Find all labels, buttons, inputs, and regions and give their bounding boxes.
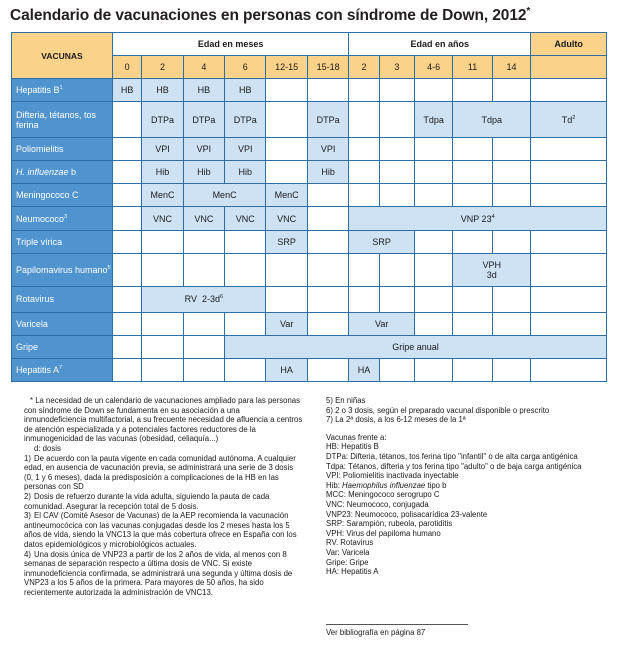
empty-cell <box>379 358 414 381</box>
empty-cell <box>142 335 183 358</box>
dose-cell: Tdpa <box>415 102 453 138</box>
empty-cell <box>349 161 379 184</box>
divider <box>326 624 468 625</box>
empty-cell <box>225 230 266 253</box>
legend-item: VNP23: Neumococo, polisacarídica 23-valente <box>326 509 488 519</box>
footnote-6: 6) 2 o 3 dosis, según el preparado vacunal disponible o prescrito <box>326 405 550 415</box>
empty-cell <box>415 358 453 381</box>
empty-cell <box>112 207 141 230</box>
empty-cell <box>379 253 414 287</box>
empty-cell <box>307 79 348 102</box>
legend-item: MCC: Meningococo serogrupo C <box>326 490 440 500</box>
footnote-1: 1) De acuerdo con la pauta vigente en cada comunidad autónoma. A cualquier edad, en ausencia de vacunación previa, se administrará una serie de 3 dosis (0, 1 y 6 meses), dada la predisposición a complicaciones de la HB en las personas con SD <box>24 453 296 492</box>
dose-cell: MenC <box>266 184 307 207</box>
adulto-header: Adulto <box>531 33 607 56</box>
empty-cell <box>415 312 453 335</box>
legend-item: VNC: Neumococo, conjugada <box>326 499 429 509</box>
legend-item: VPI: Poliomielitis inactivada inyectable <box>326 471 459 481</box>
row-label-meningococo-c: Meningococo C <box>12 184 113 207</box>
dose-cell: Var <box>266 312 307 335</box>
legend-heading: Vacunas frente a: <box>326 432 387 442</box>
empty-cell <box>379 102 414 138</box>
age-header: 12-15 <box>266 56 307 79</box>
dose-cell: SRP <box>266 230 307 253</box>
empty-cell <box>307 358 348 381</box>
empty-cell <box>112 102 141 138</box>
empty-cell <box>415 79 453 102</box>
page-title: Calendario de vacunaciones en personas con síndrome de Down, 2012* <box>10 6 531 25</box>
age-header: 11 <box>453 56 492 79</box>
empty-cell <box>266 79 307 102</box>
dose-cell: DTPa <box>183 102 224 138</box>
empty-cell <box>183 358 224 381</box>
legend-item: VPH: Virus del papiloma humano <box>326 528 441 538</box>
empty-cell <box>183 253 224 287</box>
dose-cell: MenC <box>142 184 183 207</box>
dose-cell: HB <box>112 79 141 102</box>
empty-cell <box>453 138 492 161</box>
empty-cell <box>531 138 607 161</box>
empty-cell <box>183 335 224 358</box>
empty-cell <box>453 79 492 102</box>
empty-cell <box>453 161 492 184</box>
empty-cell <box>112 287 141 312</box>
row-label-triple-virica: Triple vírica <box>12 230 113 253</box>
dose-cell: HB <box>183 79 224 102</box>
row-label-varicela: Varicela <box>12 312 113 335</box>
dose-cell-gripe: Gripe anual <box>225 335 607 358</box>
dose-cell: DTPa <box>307 102 348 138</box>
footnote-7: 7) La 2ª dosis, a los 6-12 meses de la 1ª <box>326 415 466 425</box>
empty-cell <box>112 161 141 184</box>
empty-cell <box>531 230 607 253</box>
empty-cell <box>415 253 453 287</box>
empty-cell <box>266 287 307 312</box>
empty-cell <box>112 358 141 381</box>
dose-cell: HA <box>349 358 379 381</box>
age-header: 4-6 <box>415 56 453 79</box>
empty-cell <box>349 138 379 161</box>
legend-item: Var: Varicela <box>326 547 370 557</box>
empty-cell <box>492 138 530 161</box>
empty-cell <box>492 79 530 102</box>
empty-cell <box>379 184 414 207</box>
empty-cell <box>349 184 379 207</box>
legend-item: HB: Hepatitis B <box>326 442 379 452</box>
footnote-3: 3) El CAV (Comité Asesor de Vacunas) de la AEP recomienda la vacunación antineumocócica con las vacunas conjugadas desde los 2 meses hasta los 5 años de vida, siendo la VNC13 la que más cobertura ofrece en España con los datos epidemiológicos y microbiológicos actuales. <box>24 511 297 549</box>
row-label-papilomavirus: Papilomavirus humano$^5$ <box>12 253 113 287</box>
empty-cell <box>379 138 414 161</box>
age-header: 6 <box>225 56 266 79</box>
dose-cell: DTPa <box>142 102 183 138</box>
footnote-2: 2) Dosis de refuerzo durante la vida adulta, siguiendo la pauta de cada comunidad. Asegurar la recepción total de 5 dosis. <box>24 491 270 511</box>
empty-cell <box>379 79 414 102</box>
empty-cell <box>112 312 141 335</box>
empty-cell <box>349 287 379 312</box>
empty-cell <box>492 312 530 335</box>
legend-item: RV. Rotavirus <box>326 538 374 548</box>
row-label-gripe: Gripe <box>12 335 113 358</box>
empty-cell <box>492 358 530 381</box>
footnote-5: 5) En niñas <box>326 396 366 405</box>
dose-cell: DTPa <box>225 102 266 138</box>
empty-cell <box>531 184 607 207</box>
dose-cell: Hib <box>183 161 224 184</box>
row-label-poliomielitis: Poliomielitis <box>12 138 113 161</box>
dose-cell: Hib <box>142 161 183 184</box>
empty-cell <box>112 335 141 358</box>
dose-cell-adult: Td$^2$ <box>531 102 607 138</box>
edad-meses-header: Edad en meses <box>112 33 348 56</box>
dose-cell: Hib <box>225 161 266 184</box>
empty-cell <box>453 287 492 312</box>
empty-cell <box>531 161 607 184</box>
empty-cell <box>415 230 453 253</box>
empty-cell <box>492 287 530 312</box>
dosis-note: d: dosis <box>34 443 61 453</box>
empty-cell <box>307 312 348 335</box>
empty-cell <box>225 358 266 381</box>
dose-cell: VNC <box>266 207 307 230</box>
vaccination-calendar-table <box>11 32 607 382</box>
empty-cell <box>307 253 348 287</box>
empty-cell <box>142 312 183 335</box>
row-label-hepatitis-a: Hepatitis $A^7$ <box>12 358 113 381</box>
dose-cell-vnp23: VNP $23^4$ <box>349 207 607 230</box>
intro-note: * La necesidad de un calendario de vacunaciones ampliado para las personas con síndrome de Down se fundamenta en su asociación a una inmunodeficiencia multifactorial, a su frecuente necesidad de afluencia a centros de atención especializada y a potenciales factores reductores de la inmunogenicidad de las vacunas (obesidad, celiaquía...) <box>24 396 303 444</box>
dose-cell: Tdpa <box>453 102 531 138</box>
dose-cell-rv: RV $2-3d^6$ <box>142 287 266 312</box>
row-label-rotavirus: Rotavirus <box>12 287 113 312</box>
legend-item: Gripe: Gripe <box>326 557 369 567</box>
empty-cell <box>142 230 183 253</box>
empty-cell <box>492 161 530 184</box>
empty-cell <box>112 230 141 253</box>
row-label-neumococo: Neumococo$^3$ <box>12 207 113 230</box>
dose-cell: VNC <box>183 207 224 230</box>
empty-cell <box>531 358 607 381</box>
empty-cell <box>266 253 307 287</box>
empty-cell <box>531 79 607 102</box>
legend-item: DTPa: Difteria, tétanos, tos ferina tipo "infantil" o de alta carga antigénica <box>326 451 578 461</box>
empty-cell <box>492 230 530 253</box>
empty-cell <box>453 184 492 207</box>
dose-cell: VNC <box>142 207 183 230</box>
dose-cell: VNC <box>225 207 266 230</box>
empty-cell <box>266 161 307 184</box>
age-header: 2 <box>349 56 379 79</box>
empty-cell <box>266 138 307 161</box>
row-label-difteria: Difteria, tétanos, tos ferina <box>12 102 113 138</box>
edad-anos-header: Edad en años <box>349 33 531 56</box>
age-header: 15-18 <box>307 56 348 79</box>
dose-cell: VPI <box>142 138 183 161</box>
vacunas-header: VACUNAS <box>12 33 113 79</box>
empty-cell <box>349 79 379 102</box>
legend-item: Tdpa: Tétanos, difteria y tos ferina tipo "adulto" o de baja carga antigénica <box>326 461 582 471</box>
dose-cell: MenC <box>183 184 266 207</box>
empty-cell <box>415 138 453 161</box>
empty-cell <box>531 312 607 335</box>
empty-cell <box>112 138 141 161</box>
age-header: 3 <box>379 56 414 79</box>
legend-item: SRP: Sarampión, rubeola, parotiditis <box>326 519 453 529</box>
empty-cell <box>531 287 607 312</box>
dose-cell: HA <box>266 358 307 381</box>
empty-cell <box>183 312 224 335</box>
dose-cell: Var <box>349 312 415 335</box>
footnote-4: 4) Una dosis única de VNP23 a partir de los 2 años de vida, al menos con 8 semanas de separación respecto a última dosis de VNC. Si existe inmunodeficiencia confirmada, se administrará una segunda y última dosis de VNP23 a los 5 años de la primera. Para mayores de 50 años, ha sido recientemente autorizada la administración de VNC13. <box>24 549 293 597</box>
age-header: 2 <box>142 56 183 79</box>
empty-cell <box>379 287 414 312</box>
dose-cell: HB <box>225 79 266 102</box>
age-header: 14 <box>492 56 530 79</box>
empty-cell <box>531 253 607 287</box>
empty-cell <box>453 312 492 335</box>
age-header-empty <box>531 56 607 79</box>
empty-cell <box>307 287 348 312</box>
empty-cell <box>112 184 141 207</box>
dose-cell: SRP <box>349 230 415 253</box>
empty-cell <box>112 253 141 287</box>
empty-cell <box>266 102 307 138</box>
row-label-hepatitis-b: Hepatitis $B^1$ <box>12 79 113 102</box>
legend-item: HA: Hepatitis A <box>326 567 379 577</box>
empty-cell <box>349 102 379 138</box>
empty-cell <box>225 312 266 335</box>
dose-cell: VPI <box>183 138 224 161</box>
dose-cell: VPI <box>307 138 348 161</box>
empty-cell <box>453 230 492 253</box>
legend-item-hib: Hib: Haemophilus influenzae tipo b <box>326 480 447 490</box>
footnotes-right <box>326 396 596 577</box>
bibliography-note: Ver bibliografía en página 87 <box>326 628 426 637</box>
empty-cell <box>415 161 453 184</box>
dose-cell-vph: VPH 3d <box>453 253 531 287</box>
empty-cell <box>415 184 453 207</box>
empty-cell <box>307 184 348 207</box>
empty-cell <box>142 253 183 287</box>
footnotes-left <box>24 396 304 597</box>
empty-cell <box>453 358 492 381</box>
empty-cell <box>492 184 530 207</box>
dose-cell: VPI <box>225 138 266 161</box>
empty-cell <box>142 358 183 381</box>
empty-cell <box>183 230 224 253</box>
dose-cell: Hib <box>307 161 348 184</box>
empty-cell <box>225 253 266 287</box>
age-header: 4 <box>183 56 224 79</box>
empty-cell <box>349 253 379 287</box>
row-label-h-influenzae: H. influenzae b <box>12 161 113 184</box>
empty-cell <box>379 161 414 184</box>
empty-cell <box>307 207 348 230</box>
age-header: 0 <box>112 56 141 79</box>
dose-cell: HB <box>142 79 183 102</box>
empty-cell <box>415 287 453 312</box>
empty-cell <box>307 230 348 253</box>
